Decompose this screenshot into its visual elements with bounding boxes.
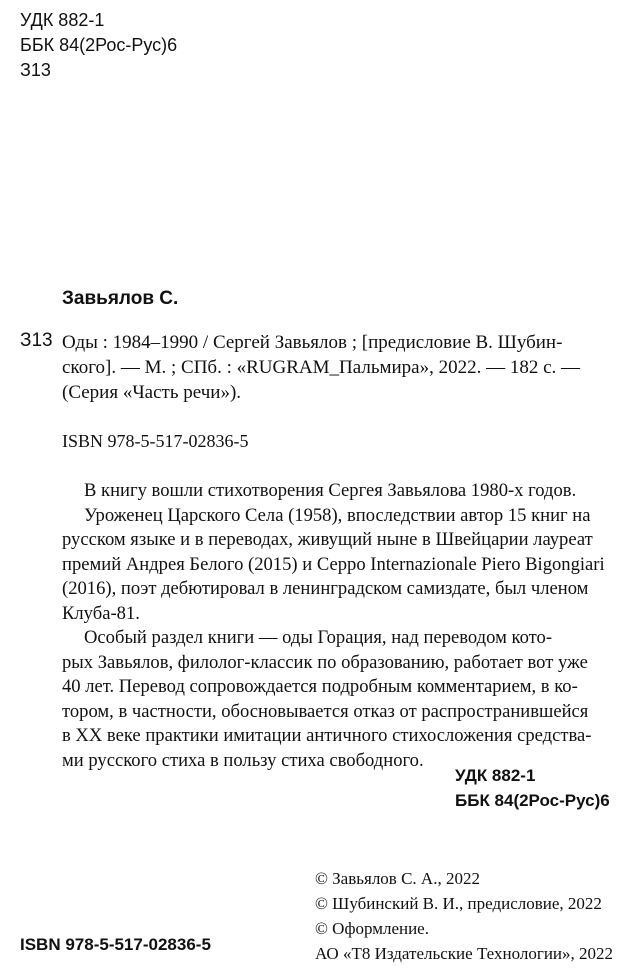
classification-codes-footer (455, 763, 610, 813)
annotation-line: Клуба-81. (62, 602, 140, 624)
isbn-footer: ISBN 978-5-517-02836-5 (20, 935, 211, 954)
bbk-code: ББК 84(2Рос-Рус)6 (20, 35, 178, 55)
udk-code: УДК 882-1 (20, 10, 105, 30)
annotation-line: в XX веке практики имитации античного стихосложения средства- (62, 725, 592, 746)
annotation-line: (2016), поэт дебютировал в ленинградском самиздате, был членом (62, 578, 589, 599)
annotation-line: Особый раздел книги — оды Горация, над переводом кото- (84, 627, 553, 648)
annotation-paragraph (62, 626, 628, 773)
copyright-block (315, 866, 613, 966)
classification-codes-header (20, 8, 177, 83)
annotation-line: премий Андрея Белого (2015) и Серро Internazionale Piero Bigongiari (62, 553, 605, 575)
udk-code: УДК 882-1 (455, 766, 536, 785)
annotation (62, 479, 628, 773)
author-sign: З13 (20, 60, 51, 80)
annotation-line: ми русского стиха в пользу стиха свободного. (62, 749, 424, 771)
biblio-line: Оды : 1984–1990 / Сергей Завьялов ; [предисловие В. Шубин- (62, 332, 563, 353)
annotation-line: тором, в частности, обосновывается отказ от распространившейся (62, 700, 589, 722)
annotation-line: В книгу вошли стихотворения Сергея Завьялова 1980-х годов. (84, 480, 577, 501)
copyright-line: © Оформление. (315, 919, 429, 938)
annotation-line: 40 лет. Перевод сопровождается подробным комментарием, в ко- (62, 676, 578, 697)
catalog-code: З13 (20, 330, 53, 351)
annotation-line: рых Завьялов, филолог-классик по образованию, работает вот уже (62, 651, 588, 673)
copyright-line: АО «Т8 Издательские Технологии», 2022 (315, 944, 614, 963)
bbk-code: ББК 84(2Рос-Рус)6 (455, 791, 610, 810)
annotation-line: русском языке и в переводах, живущий ныне в Швейцарии лауреат (62, 529, 593, 550)
annotation-line: Уроженец Царского Села (1958), впоследствии автор 15 книг на (84, 504, 591, 526)
annotation-paragraph (62, 479, 628, 504)
biblio-line: ского]. — М. ; СПб. : «RUGRAM_Пальмира», 2022. — 182 с. — (62, 357, 581, 378)
annotation-paragraph (62, 504, 628, 627)
copyright-line: © Завьялов С. А., 2022 (315, 869, 480, 888)
isbn: ISBN 978-5-517-02836-5 (62, 431, 249, 451)
biblio-line: (Серия «Часть речи»). (62, 382, 242, 403)
bibliographic-description (62, 330, 628, 405)
author-heading: Завьялов С. (62, 288, 179, 309)
copyright-line: © Шубинский В. И., предисловие, 2022 (315, 894, 602, 913)
